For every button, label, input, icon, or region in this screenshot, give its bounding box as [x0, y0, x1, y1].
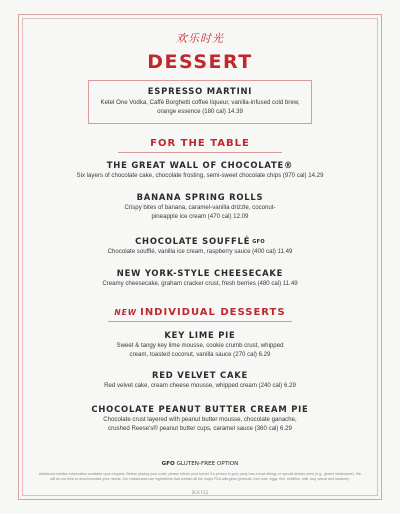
- menu-item-name: NEW YORK-STYLE CHEESECAKE: [116, 268, 284, 278]
- featured-item-desc: Ketel One Vodka, Caffè Borghetti coffee liqueur, vanilla-infused cold brew, orange essence (180 cal) 14.39: [100, 99, 300, 115]
- menu-item-name: THE GREAT WALL OF CHOCOLATE®: [106, 160, 294, 170]
- menu-item-desc: Six layers of chocolate cake, chocolate frosting, semi-sweet chocolate chips (970 cal) 14.29: [76, 172, 324, 179]
- legend-text: GLUTEN-FREE OPTION: [176, 461, 239, 467]
- gfo-legend: [0, 461, 400, 467]
- restaurant-logo: 欢乐时光: [176, 32, 224, 45]
- menu-item-desc: Creamy cheesecake, graham cracker crust, fresh berries (480 cal) 11.49: [102, 280, 298, 287]
- legend-code: GFO: [161, 461, 175, 467]
- section-heading-for-the-table: FOR THE TABLE: [150, 138, 250, 149]
- menu-item-name: RED VELVET CAKE: [151, 370, 249, 380]
- menu-item-name: KEY LIME PIE: [164, 330, 236, 340]
- menu-item-desc: Sweet & tangy key lime mousse, cookie crumb crust, whipped cream, toasted coconut, vanilla sauce (270 cal) 6.29: [116, 342, 284, 358]
- allergen-note: Additional nutrition information available upon request. Before placing your order, please inform your server if a person in your party has a food allergy or special dietary need (e.g., gluten intolerance). We will do our best to accommodate your needs. Our restaurants use ingredients that contain all the major FDA allergens (peanuts, tree nuts, eggs, fish, shellfish, milk, soy, wheat and sesame).: [38, 472, 362, 481]
- section-rule: [118, 152, 282, 153]
- section-rule: [108, 321, 292, 322]
- menu-item-desc: Chocolate crust layered with peanut butter mousse, chocolate ganache, crushed Reese's® peanut butter cups, caramel sauce (360 cal) 6.29: [103, 416, 297, 432]
- menu-item-desc: Chocolate soufflé, vanilla ice cream, raspberry sauce (400 cal) 11.49: [107, 248, 293, 255]
- menu-item-desc: Crispy bites of banana, caramel-vanilla drizzle, coconut-pineapple ice cream (470 cal) 12.09: [124, 204, 276, 220]
- menu-item-name-with-tag: [0, 236, 400, 246]
- menu-item-name: BANANA SPRING ROLLS: [136, 192, 264, 202]
- section-heading-individual: [0, 307, 400, 318]
- page-title: DESSERT: [147, 51, 253, 73]
- featured-item-name: ESPRESSO MARTINI: [147, 86, 253, 96]
- section-heading-text: INDIVIDUAL DESSERTS: [140, 307, 286, 318]
- menu-item-name: CHOCOLATE SOUFFLÉ: [135, 236, 251, 246]
- menu-code: SCA F11: [191, 490, 209, 495]
- menu-item-name: CHOCOLATE PEANUT BUTTER CREAM PIE: [91, 404, 309, 414]
- gfo-tag: GFO: [252, 239, 265, 245]
- menu-item-desc: Red velvet cake, cream cheese mousse, whipped cream (240 cal) 6.29: [104, 382, 296, 389]
- new-tag: NEW: [114, 308, 138, 317]
